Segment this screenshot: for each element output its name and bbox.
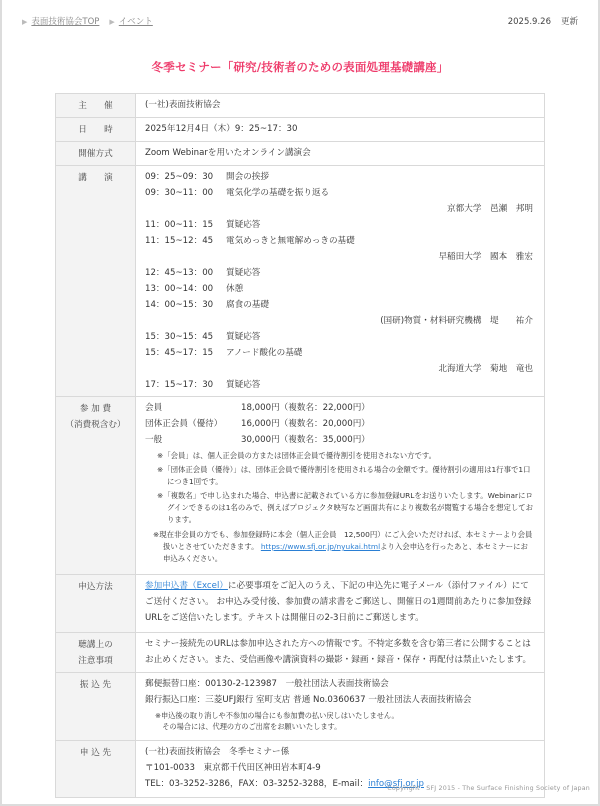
schedule-item [145, 265, 535, 281]
membership-note-text-end: より入会申込を行ったあと、本セミナーにお申込みください。 [163, 542, 528, 563]
label-fee-line1: 参 加 費 [79, 404, 112, 414]
schedule-topic: 休憩 [226, 284, 244, 294]
label-caution-line1: 聴講上の [78, 640, 113, 650]
schedule-time: 11：00~11：15 [145, 220, 214, 230]
speaker: 京都大学 邑瀬 邦明 [447, 204, 533, 214]
row-lectures [56, 166, 545, 397]
membership-note-text: ※現在非会員の方でも、参加登録時に本会（個人正会員 12,500円）にご入会いただければ、本セミナーより会員扱いとさせていただきます。 [153, 530, 533, 551]
email-link[interactable]: info@sfj.or.jp [368, 779, 424, 789]
schedule-time: 15：30~15：45 [145, 332, 214, 342]
value-organizer: (一社)表面技術協会 [136, 94, 545, 118]
fee-category: 団体正会員（優待） [145, 419, 223, 429]
triangle-right-icon: ▶ [22, 18, 28, 26]
row-apply-method [56, 575, 545, 633]
speaker: 北海道大学 菊地 竜也 [438, 364, 533, 374]
schedule-topic: 質疑応答 [226, 332, 261, 342]
schedule-item [145, 329, 535, 345]
update-label: 更新 [560, 17, 578, 27]
schedule-item [145, 297, 535, 313]
schedule-time: 17：15~17：30 [145, 380, 214, 390]
fee-note: ※「会員」は、個人正会員の方または団体正会員で優待割引を使用されない方です。 [157, 451, 437, 460]
schedule-topic: 質疑応答 [226, 380, 261, 390]
value-format: Zoom Webinarを用いたオンライン講演会 [136, 142, 545, 166]
row-organizer [56, 94, 545, 118]
value-lectures [136, 166, 545, 397]
label-caution-line2: 注意事項 [78, 656, 113, 666]
fee-item [145, 400, 535, 416]
seminar-info-table [55, 93, 545, 798]
schedule-item [145, 377, 535, 393]
schedule-item [145, 345, 535, 361]
fee-price: 16,000円（複数名：20,000円） [241, 419, 370, 429]
schedule-topic: 質疑応答 [226, 220, 261, 230]
value-apply-method [136, 575, 545, 633]
fee-note: ※「団体正会員（優待）」は、団体正会員で優待割引を使用される場合の金額です。優待割引の適用は1行事で1口につき1回です。 [157, 465, 531, 486]
label-lectures: 講 演 [56, 166, 136, 397]
contact-address: 〒101-0033 東京都千代田区神田岩本町4-9 [145, 763, 321, 773]
label-transfer: 振 込 先 [56, 673, 136, 741]
label-datetime: 日 時 [56, 118, 136, 142]
update-date: 2025.9.26 [507, 17, 551, 27]
fee-item [145, 416, 535, 432]
value-transfer [136, 673, 545, 741]
apply-method-text: に必要事項をご記入のうえ、下記の申込先に電子メール（添付ファイル）にてご送付ください。 お申込み受付後、参加費の請求書をご郵送し、開催日の1週間前あたりに参加登録URLをご送信いたします。テキストは開催日の2-3日前にご郵送します。 [145, 581, 532, 623]
fee-price: 30,000円（複数名：35,000円） [241, 435, 370, 445]
value-datetime: 2025年12月4日（木）9：25~17：30 [136, 118, 545, 142]
row-format [56, 142, 545, 166]
application-form-link[interactable]: 参加申込書（Excel） [145, 581, 228, 591]
update-info [508, 14, 578, 30]
page-title: 冬季セミナー「研究/技術者のための表面処理基礎講座」 [151, 60, 449, 74]
postal-account: 郵便振替口座：00130-2-123987 一般社団法人表面技術協会 [145, 679, 389, 689]
value-caution: セミナー接続先のURLは参加申込された方への情報です。不特定多数を含む第三者に公開することはお止めください。また、受信画像や講演資料の撮影・録画・録音・保存・再配付は禁止いたします。 [136, 633, 545, 673]
fee-category: 一般 [145, 435, 163, 445]
speaker: (国研)物質・材料研究機構 堤 祐介 [380, 316, 533, 326]
row-transfer [56, 673, 545, 741]
schedule-time: 09：25~09：30 [145, 172, 214, 182]
tel-fax-text: TEL：03-3252-3286，FAX：03-3252-3288，E-mail： [145, 779, 369, 789]
schedule-time: 09：30~11：00 [145, 188, 214, 198]
membership-link[interactable]: https://www.sfj.or.jp/nyukai.html [260, 542, 381, 551]
row-datetime [56, 118, 545, 142]
row-caution [56, 633, 545, 673]
breadcrumb-link-event[interactable]: イベント [118, 17, 153, 27]
fee-note-membership [145, 529, 535, 565]
row-fee [56, 397, 545, 575]
label-organizer: 主 催 [56, 94, 136, 118]
schedule-item [145, 185, 535, 201]
breadcrumb-item-event[interactable] [109, 14, 152, 30]
schedule-time: 11：15~12：45 [145, 236, 214, 246]
label-caution [56, 633, 136, 673]
schedule-topic: アノード酸化の基礎 [226, 348, 303, 358]
schedule-item [145, 169, 535, 185]
schedule-topic: 腐食の基礎 [226, 300, 269, 310]
schedule-time: 15：45~17：15 [145, 348, 214, 358]
fee-item [145, 432, 535, 448]
top-bar [22, 14, 578, 30]
schedule-topic: 質疑応答 [226, 268, 261, 278]
schedule-topic: 電気めっきと無電解めっきの基礎 [226, 236, 355, 246]
fee-note: ※「複数名」で申し込まれた場合、申込書に記載されている方に参加登録URLをお送りいたします。Webinarにログインできるのは1名のみで、例えばプロジェクタ映写など画面共有により複数名が閲覧する場合を想定しております。 [157, 491, 534, 524]
schedule-item [145, 233, 535, 249]
label-fee [56, 397, 136, 575]
triangle-right-icon: ▶ [109, 18, 115, 26]
copyright-footer: Copyright SFJ 2015 - The Surface Finishing Society of Japan [387, 785, 590, 792]
schedule-topic: 電気化学の基礎を振り返る [226, 188, 330, 198]
transfer-note: ※申込後の取り消しや不参加の場合にも参加費の払い戻しはいたしません。 [155, 711, 399, 720]
fee-price: 18,000円（複数名：22,000円） [241, 403, 370, 413]
schedule-item [145, 281, 535, 297]
schedule-topic: 開会の挨拶 [226, 172, 269, 182]
transfer-note: その場合には、代理の方のご出席をお願いいたします。 [155, 722, 342, 731]
schedule-time: 14：00~15：30 [145, 300, 214, 310]
value-fee [136, 397, 545, 575]
schedule-time: 13：00~14：00 [145, 284, 214, 294]
breadcrumb-item-top[interactable] [22, 14, 99, 30]
label-fee-line2: （消費税含む） [65, 420, 126, 430]
schedule-time: 12：45~13：00 [145, 268, 214, 278]
bank-account: 銀行振込口座：三菱UFJ銀行 室町支店 普通 No.0360637 一般社団法人表面技術協会 [145, 695, 472, 705]
schedule-item [145, 217, 535, 233]
fee-category: 会員 [145, 403, 163, 413]
label-apply-method: 申込方法 [56, 575, 136, 633]
label-contact: 申 込 先 [56, 741, 136, 798]
speaker: 早稲田大学 國本 雅宏 [438, 252, 533, 262]
contact-org: (一社)表面技術協会 冬季セミナー係 [145, 747, 290, 757]
breadcrumb-link-top[interactable]: 表面技術協会TOP [31, 17, 100, 27]
label-format: 開催方式 [56, 142, 136, 166]
breadcrumb [22, 14, 153, 30]
